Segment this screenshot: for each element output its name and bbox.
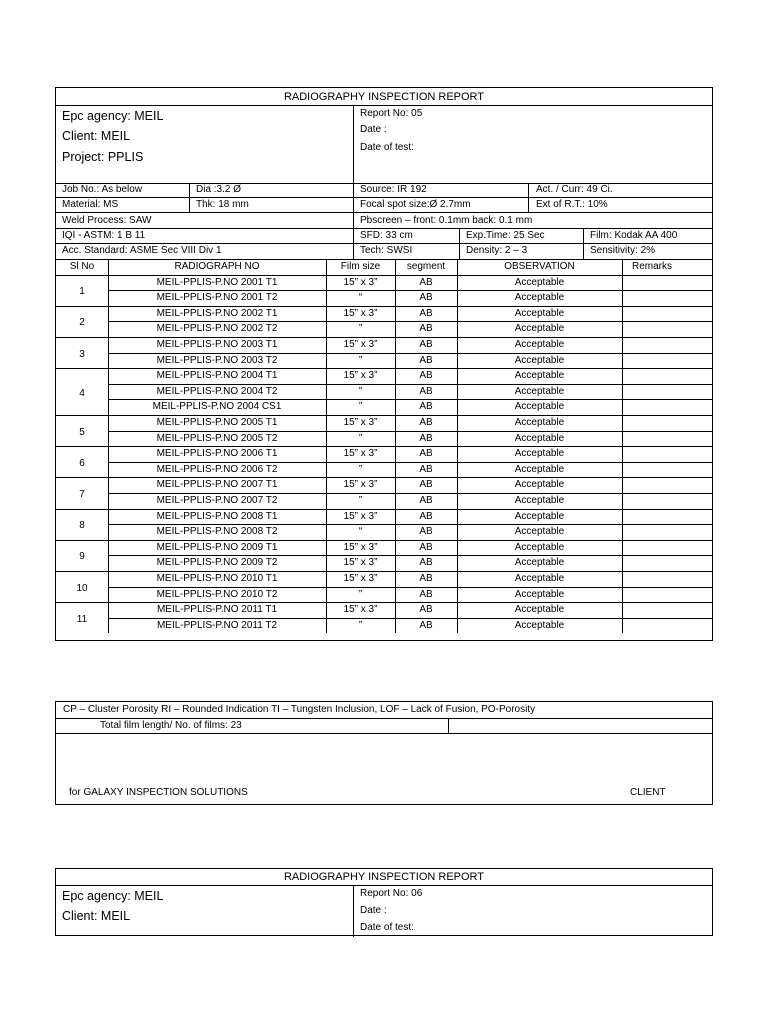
film-size: ” xyxy=(358,354,363,366)
observation: Acceptable xyxy=(514,448,565,460)
segment: AB xyxy=(419,588,433,600)
table-row xyxy=(56,384,712,400)
segment: AB xyxy=(419,385,433,397)
client-signature: CLIENT xyxy=(630,787,666,798)
film-size: 15” x 3” xyxy=(343,338,378,350)
divider xyxy=(56,718,712,719)
observation: Acceptable xyxy=(514,354,565,366)
table-row xyxy=(56,415,712,431)
table-row xyxy=(56,306,712,322)
sl-number: 1 xyxy=(79,286,85,298)
sl-number: 3 xyxy=(79,348,85,360)
sl-number: 2 xyxy=(79,317,85,329)
radiograph-number: MEIL-PPLIS-P.NO 2009 T2 xyxy=(156,557,278,569)
sl-number: 8 xyxy=(79,520,85,532)
extent-of-rt: Ext of R.T.: 10% xyxy=(536,199,608,210)
film-size: 15” x 3” xyxy=(343,479,378,491)
radiograph-number: MEIL-PPLIS-P.NO 2008 T1 xyxy=(156,510,278,522)
divider xyxy=(189,183,190,212)
source: Source: IR 192 xyxy=(360,184,427,195)
segment: AB xyxy=(419,526,433,538)
sl-number: 11 xyxy=(76,613,88,625)
density: Density: 2 – 3 xyxy=(466,245,528,256)
film-size: 15” x 3” xyxy=(343,307,378,319)
segment: AB xyxy=(419,323,433,335)
sl-number: 7 xyxy=(79,488,85,500)
film-size: ” xyxy=(358,463,363,475)
divider xyxy=(56,197,712,198)
sl-number: 9 xyxy=(79,551,85,563)
radiograph-number: MEIL-PPLIS-P.NO 2002 T2 xyxy=(156,323,278,335)
thickness: Thk: 18 mm xyxy=(196,199,249,210)
divider xyxy=(459,228,460,259)
radiograph-number: MEIL-PPLIS-P.NO 2004 T1 xyxy=(156,370,278,382)
legend-text: CP – Cluster Porosity RI – Rounded Indication TI – Tungsten Inclusion, LOF – Lack of Fusion, PO-Porosity xyxy=(63,704,536,715)
observation: Acceptable xyxy=(514,588,565,600)
divider xyxy=(583,228,584,259)
film-size: 15” x 3” xyxy=(343,541,378,553)
exposure-time: Exp.Time: 25 Sec xyxy=(466,230,545,241)
radiograph-number: MEIL-PPLIS-P.NO 2010 T1 xyxy=(156,572,278,584)
radiograph-number: MEIL-PPLIS-P.NO 2003 T1 xyxy=(156,338,278,350)
film-size: 15” x 3” xyxy=(343,572,378,584)
iqi: IQI - ASTM: 1 B 11 xyxy=(62,230,146,241)
segment: AB xyxy=(419,416,433,428)
radiograph-number: MEIL-PPLIS-P.NO 2002 T1 xyxy=(156,307,278,319)
table-row xyxy=(56,431,712,447)
total-film-length: Total film length/ No. of films: 23 xyxy=(100,720,242,731)
observation: Acceptable xyxy=(514,510,565,522)
divider xyxy=(56,228,712,229)
table-row xyxy=(56,477,712,493)
table-row xyxy=(56,290,712,306)
header-segment: segment xyxy=(406,261,446,272)
observation: Acceptable xyxy=(514,557,565,569)
film-size: 15” x 3” xyxy=(343,557,378,569)
galaxy-signature: for GALAXY INSPECTION SOLUTIONS xyxy=(69,787,248,798)
film-size: 15” x 3” xyxy=(343,510,378,522)
segment: AB xyxy=(419,463,433,475)
segment: AB xyxy=(419,307,433,319)
film-size: ” xyxy=(358,385,363,397)
segment: AB xyxy=(419,276,433,288)
table-row xyxy=(56,368,712,384)
segment: AB xyxy=(419,572,433,584)
radiograph-number: MEIL-PPLIS-P.NO 2007 T1 xyxy=(156,479,278,491)
report-title: RADIOGRAPHY INSPECTION REPORT xyxy=(283,871,485,883)
sl-number: 5 xyxy=(79,426,85,438)
observation: Acceptable xyxy=(514,385,565,397)
divider xyxy=(353,183,354,259)
segment: AB xyxy=(419,541,433,553)
header-film-size: Film size xyxy=(340,261,381,272)
divider xyxy=(353,105,354,183)
job-number: Job No.: As below xyxy=(62,184,143,195)
observation: Acceptable xyxy=(514,323,565,335)
radiograph-number: MEIL-PPLIS-P.NO 2010 T2 xyxy=(156,588,278,600)
segment: AB xyxy=(419,557,433,569)
header-remarks: Remarks xyxy=(631,261,672,272)
film-size: “ xyxy=(358,292,363,304)
divider xyxy=(56,243,712,244)
segment: AB xyxy=(419,479,433,491)
observation: Acceptable xyxy=(514,619,565,631)
sensitivity: Sensitivity: 2% xyxy=(590,245,656,256)
header-observation: OBSERVATION xyxy=(504,261,575,272)
segment: AB xyxy=(419,292,433,304)
sl-number: 4 xyxy=(79,387,85,399)
film-size: 15” x 3” xyxy=(343,416,378,428)
report-date: Date : xyxy=(360,124,387,135)
table-row xyxy=(56,446,712,462)
table-row xyxy=(56,571,712,587)
client-name: Client: MEIL xyxy=(62,909,131,923)
activity-current: Act. / Curr: 49 Ci. xyxy=(536,184,613,195)
segment: AB xyxy=(419,338,433,350)
film-size: ” xyxy=(358,323,363,335)
segment: AB xyxy=(419,619,433,631)
segment: AB xyxy=(419,448,433,460)
diameter: Dia :3.2 Ø xyxy=(196,184,242,195)
observation: Acceptable xyxy=(514,494,565,506)
report-title: RADIOGRAPHY INSPECTION REPORT xyxy=(283,91,485,103)
observation: Acceptable xyxy=(514,338,565,350)
sl-number: 6 xyxy=(79,457,85,469)
observation: Acceptable xyxy=(514,526,565,538)
radiograph-number: MEIL-PPLIS-P.NO 2001 T2 xyxy=(156,292,278,304)
table-row xyxy=(56,462,712,478)
radiograph-number: MEIL-PPLIS-P.NO 2004 T2 xyxy=(156,385,278,397)
observation: Acceptable xyxy=(514,541,565,553)
report-number: Report No: 05 xyxy=(360,108,423,119)
film-size: 15” x 3” xyxy=(343,604,378,616)
observation: Acceptable xyxy=(514,572,565,584)
footer-block xyxy=(55,701,713,805)
observation: Acceptable xyxy=(514,432,565,444)
observation: Acceptable xyxy=(514,604,565,616)
observation-table xyxy=(56,259,712,642)
divider xyxy=(448,718,449,733)
radiograph-number: MEIL-PPLIS-P.NO 2006 T1 xyxy=(156,448,278,460)
segment: AB xyxy=(419,494,433,506)
film-size: ” xyxy=(358,588,363,600)
observation: Acceptable xyxy=(514,276,565,288)
table-row xyxy=(56,555,712,571)
table-row xyxy=(56,587,712,603)
observation: Acceptable xyxy=(514,307,565,319)
table-row xyxy=(56,399,712,415)
report-1 xyxy=(55,87,713,641)
film-size: ” xyxy=(358,494,363,506)
film-size: 15” x 3” xyxy=(343,448,378,460)
table-row xyxy=(56,353,712,369)
film-type: Film: Kodak AA 400 xyxy=(590,230,678,241)
divider xyxy=(353,885,354,937)
observation: Acceptable xyxy=(514,479,565,491)
observation: Acceptable xyxy=(514,463,565,475)
epc-agency: Epc agency: MEIL xyxy=(62,109,164,123)
divider xyxy=(56,105,712,106)
radiograph-number: MEIL-PPLIS-P.NO 2005 T1 xyxy=(156,416,278,428)
film-size: 15” x 3” xyxy=(343,370,378,382)
segment: AB xyxy=(419,604,433,616)
radiograph-number: MEIL-PPLIS-P.NO 2007 T2 xyxy=(156,494,278,506)
table-row xyxy=(56,337,712,353)
table-row xyxy=(56,602,712,618)
segment: AB xyxy=(419,370,433,382)
radiograph-number: MEIL-PPLIS-P.NO 2011 T1 xyxy=(156,604,278,616)
table-row xyxy=(56,275,712,291)
divider xyxy=(56,885,712,886)
film-size: ” xyxy=(358,401,363,413)
sfd: SFD: 33 cm xyxy=(360,230,413,241)
header-sl-no: Sl No xyxy=(69,261,95,272)
table-row xyxy=(56,509,712,525)
film-size: 15” x 3” xyxy=(343,276,378,288)
segment: AB xyxy=(419,401,433,413)
client-name: Client: MEIL xyxy=(62,129,131,143)
material: Material: MS xyxy=(62,199,119,210)
divider xyxy=(56,733,712,734)
report-number: Report No: 06 xyxy=(360,888,423,899)
table-row xyxy=(56,321,712,337)
observation: Acceptable xyxy=(514,370,565,382)
radiograph-number: MEIL-PPLIS-P.NO 2011 T2 xyxy=(156,619,278,631)
table-row xyxy=(56,524,712,540)
observation: Acceptable xyxy=(514,292,565,304)
epc-agency: Epc agency: MEIL xyxy=(62,889,164,903)
radiograph-number: MEIL-PPLIS-P.NO 2004 CS1 xyxy=(152,401,282,413)
header-radiograph-no: RADIOGRAPH NO xyxy=(174,261,260,272)
film-size: ” xyxy=(358,432,363,444)
date-of-test: Date of test: xyxy=(360,922,414,933)
observation: Acceptable xyxy=(514,416,565,428)
observation: Acceptable xyxy=(514,401,565,413)
table-row xyxy=(56,618,712,634)
radiograph-number: MEIL-PPLIS-P.NO 2006 T2 xyxy=(156,463,278,475)
acceptance-standard: Acc. Standard: ASME Sec VIII Div 1 xyxy=(62,245,222,256)
film-size: ” xyxy=(358,619,363,631)
radiograph-number: MEIL-PPLIS-P.NO 2001 T1 xyxy=(156,276,278,288)
divider xyxy=(56,212,712,213)
radiograph-number: MEIL-PPLIS-P.NO 2008 T2 xyxy=(156,526,278,538)
segment: AB xyxy=(419,432,433,444)
sl-number: 10 xyxy=(76,582,88,594)
divider xyxy=(528,183,529,212)
project-name: Project: PPLIS xyxy=(62,150,144,164)
radiograph-number: MEIL-PPLIS-P.NO 2003 T2 xyxy=(156,354,278,366)
weld-process: Weld Process: SAW xyxy=(62,215,152,226)
technique: Tech: SWSI xyxy=(360,245,413,256)
film-size: “ xyxy=(358,526,363,538)
table-row xyxy=(56,540,712,556)
radiograph-number: MEIL-PPLIS-P.NO 2005 T2 xyxy=(156,432,278,444)
report-date: Date : xyxy=(360,905,387,916)
segment: AB xyxy=(419,354,433,366)
focal-spot-size: Focal spot size:Ø 2.7mm xyxy=(360,199,471,210)
segment: AB xyxy=(419,510,433,522)
table-row xyxy=(56,493,712,509)
pb-screen: Pbscreen – front: 0.1mm back: 0.1 mm xyxy=(360,215,533,226)
report-2 xyxy=(55,868,713,936)
radiograph-number: MEIL-PPLIS-P.NO 2009 T1 xyxy=(156,541,278,553)
date-of-test: Date of test: xyxy=(360,142,414,153)
